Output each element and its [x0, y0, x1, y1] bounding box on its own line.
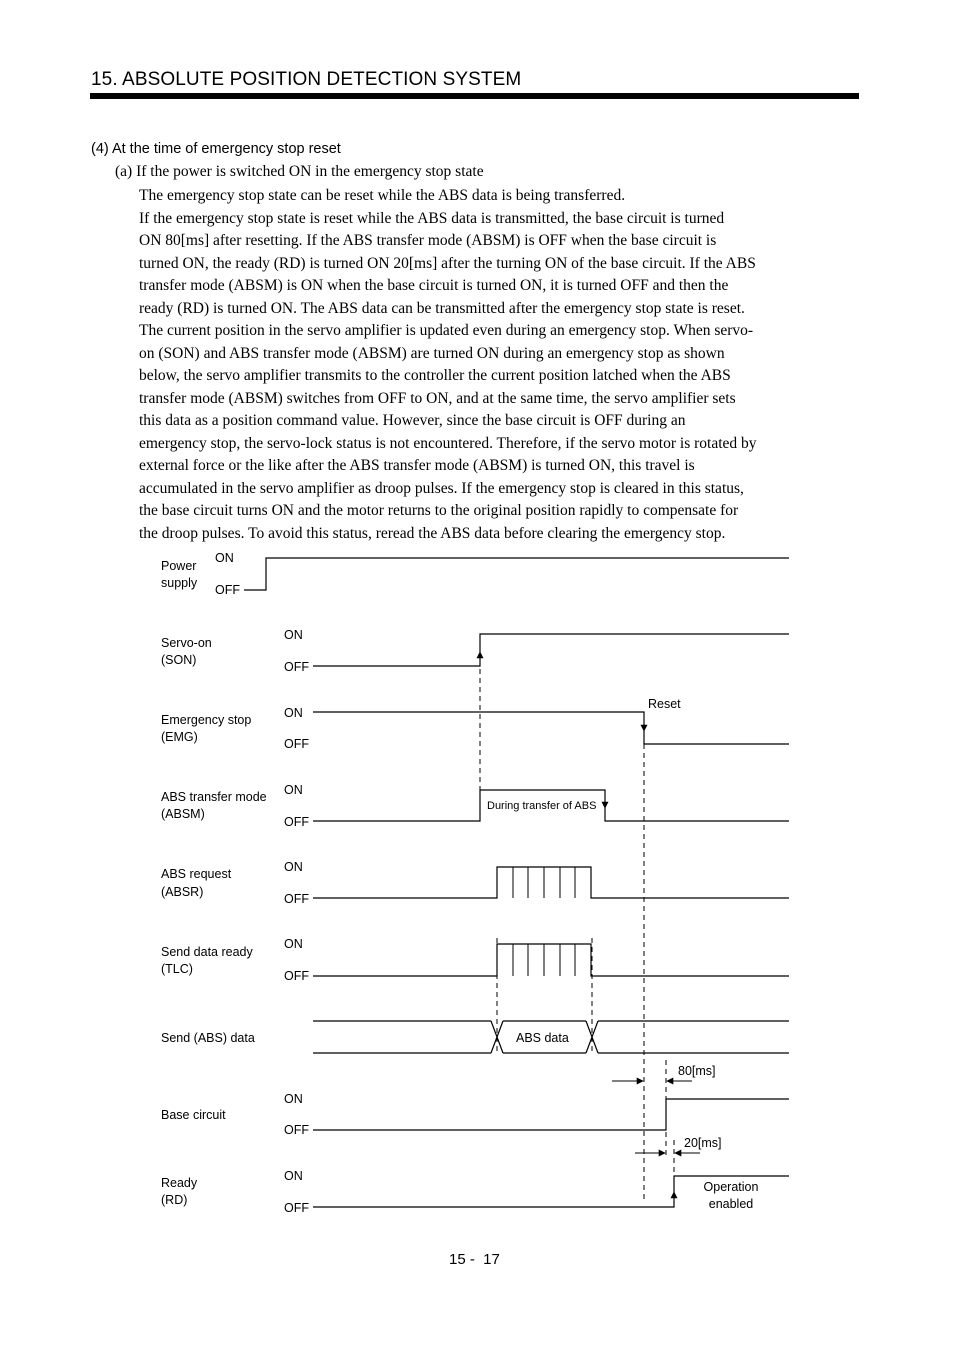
body-line: ON 80[ms] after resetting. If the ABS transfer mode (ABSM) is OFF when the base circuit is	[139, 232, 717, 249]
body-line: ready (RD) is turned ON. The ABS data can be transmitted after the emergency stop state is reset.	[139, 299, 745, 317]
delay-20ms-label: 20[ms]	[684, 1136, 722, 1150]
signal-label: Ready	[161, 1176, 198, 1190]
signal-label: Send data ready	[161, 945, 253, 959]
body-line: below, the servo amplifier transmits to the controller the current position latched when the ABS	[139, 367, 731, 384]
section-heading: (4) At the time of emergency stop reset	[91, 141, 341, 157]
on-label: ON	[284, 783, 303, 797]
signal-emergency-stop	[161, 697, 789, 751]
during-transfer-label: During transfer of ABS	[487, 800, 597, 812]
son-waveform	[313, 634, 789, 666]
off-label: OFF	[215, 583, 240, 597]
signal-label: Send (ABS) data	[161, 1031, 255, 1045]
on-label: ON	[215, 551, 234, 565]
signal-label: Base circuit	[161, 1108, 226, 1122]
absr-waveform	[313, 867, 789, 898]
signal-base-circuit	[161, 1092, 789, 1137]
off-label: OFF	[284, 660, 309, 674]
signal-label: Servo-on	[161, 636, 212, 650]
dashed-reference-lines	[480, 660, 674, 1200]
signal-label: (TLC)	[161, 962, 193, 976]
base-waveform	[313, 1099, 789, 1130]
power-waveform	[244, 558, 789, 590]
signal-servo-on	[161, 628, 789, 674]
sub-heading: (a) If the power is switched ON in the emergency stop state	[115, 163, 484, 180]
operation-enabled-label: Operation	[703, 1180, 759, 1194]
on-label: ON	[284, 706, 303, 720]
tlc-waveform	[313, 944, 789, 976]
abs-data-label: ABS data	[516, 1031, 569, 1045]
tlc-pulse-ticks	[513, 944, 575, 976]
off-label: OFF	[284, 969, 309, 983]
body-line: on (SON) and ABS transfer mode (ABSM) are turned ON during an emergency stop as shown	[139, 344, 725, 362]
off-label: OFF	[284, 1123, 309, 1137]
signal-label: (ABSR)	[161, 885, 204, 899]
title-rule	[90, 93, 859, 99]
signal-label: (SON)	[161, 653, 197, 667]
off-label: OFF	[284, 815, 309, 829]
signal-label: ABS request	[161, 867, 232, 881]
body-line: turned ON, the ready (RD) is turned ON 20[ms] after the turning ON of the base circuit. If the ABS	[139, 254, 756, 272]
body-line: the droop pulses. To avoid this status, reread the ABS data before clearing the emergency stop.	[139, 524, 726, 542]
signal-abs-transfer-mode	[161, 783, 789, 829]
signal-send-abs-data	[161, 1021, 789, 1053]
timing-chart	[0, 545, 954, 1225]
body-line: transfer mode (ABSM) switches from OFF to ON, and at the same time, the servo amplifier sets	[139, 389, 736, 407]
signal-abs-request	[161, 860, 789, 906]
off-label: OFF	[284, 892, 309, 906]
on-label: ON	[284, 937, 303, 951]
body-paragraph	[139, 185, 864, 545]
body-line: The emergency stop state can be reset while the ABS data is being transferred.	[139, 187, 626, 204]
body-line: the base circuit turns ON and the motor returns to the original position rapidly to compensate for	[139, 502, 739, 519]
body-line: The current position in the servo amplifier is updated even during an emergency stop. When servo-	[139, 322, 754, 339]
body-line: accumulated in the servo amplifier as droop pulses. If the emergency stop is cleared in this status,	[139, 479, 744, 497]
signal-ready	[161, 1169, 789, 1215]
on-label: ON	[284, 1169, 303, 1183]
body-line: external force or the like after the ABS transfer mode (ABSM) is turned ON, this travel is	[139, 457, 695, 474]
signal-send-data-ready	[161, 937, 789, 983]
signal-label: (EMG)	[161, 730, 198, 744]
off-label: OFF	[284, 1201, 309, 1215]
operation-enabled-label: enabled	[708, 1197, 754, 1211]
on-label: ON	[284, 860, 303, 874]
emg-waveform	[313, 712, 789, 744]
page-number: 15 - 17	[449, 1251, 500, 1268]
on-label: ON	[284, 1092, 303, 1106]
body-line: emergency stop, the servo-lock status is not encountered. Therefore, if the servo motor is rotated by	[139, 434, 757, 452]
body-line: transfer mode (ABSM) is ON when the base circuit is turned ON, it is turned OFF and then the	[139, 277, 729, 294]
signal-label: Power	[161, 559, 197, 573]
delay-80ms-label: 80[ms]	[678, 1064, 716, 1078]
on-label: ON	[284, 628, 303, 642]
signal-power-supply	[161, 551, 789, 597]
body-line: this data as a position command value. However, since the base circuit is OFF during an	[139, 412, 686, 429]
signal-label: (RD)	[161, 1193, 188, 1207]
signal-label: (ABSM)	[161, 807, 205, 821]
absr-pulse-ticks	[513, 867, 575, 898]
reset-label: Reset	[648, 697, 681, 711]
off-label: OFF	[284, 737, 309, 751]
body-line: If the emergency stop state is reset while the ABS data is transmitted, the base circuit is turned	[139, 209, 725, 227]
chapter-title: 15. ABSOLUTE POSITION DETECTION SYSTEM	[91, 69, 522, 90]
signal-label: supply	[161, 576, 198, 590]
signal-label: Emergency stop	[161, 713, 252, 727]
signal-label: ABS transfer mode	[161, 790, 267, 804]
